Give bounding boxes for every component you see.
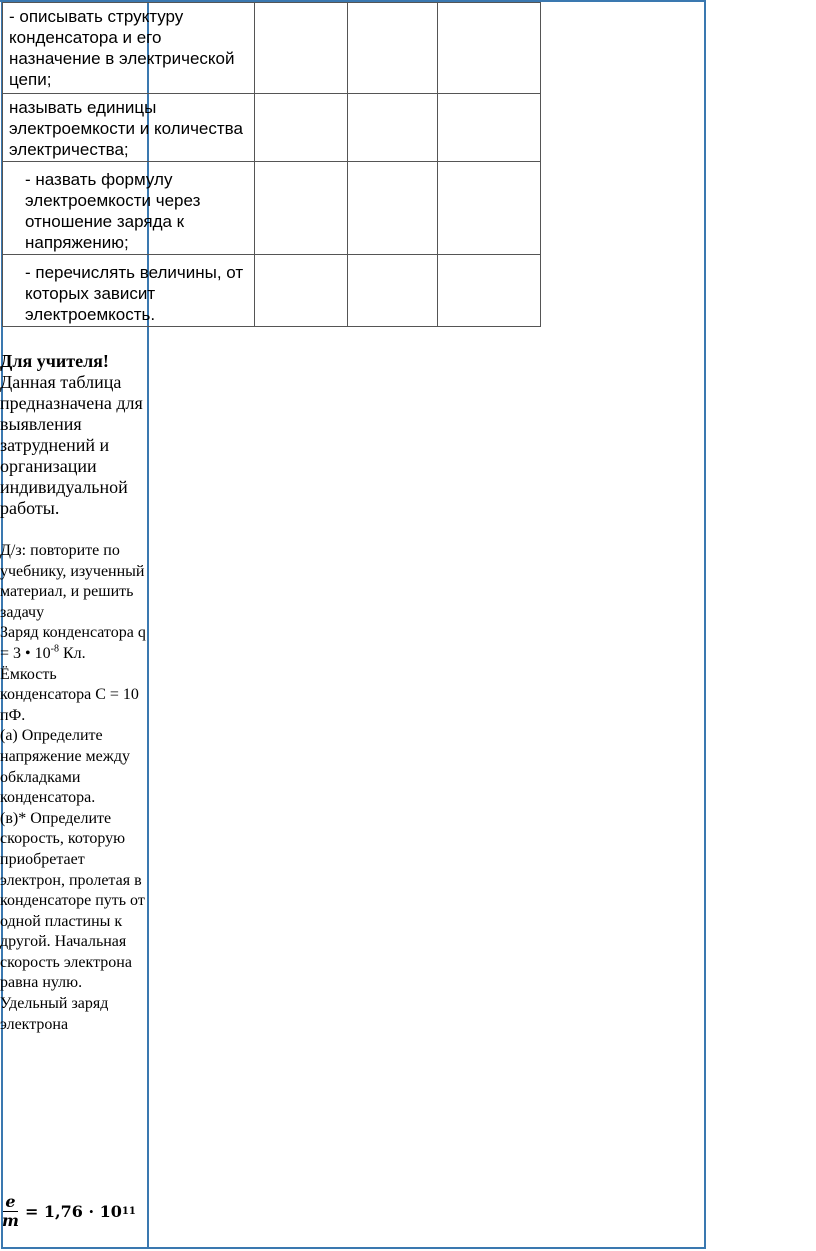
formula-value: = 1,76 · 10 <box>24 1202 122 1221</box>
teacher-heading: Для учителя! <box>0 351 109 371</box>
table-cell-empty <box>348 3 438 94</box>
homework-capacity: Ёмкость конденсатора С = 10 пФ. <box>0 665 139 724</box>
frame-right-line <box>704 0 706 1249</box>
table-cell-empty <box>348 94 438 162</box>
results-table <box>2 2 541 327</box>
table-cell-empty <box>438 255 541 327</box>
table-cell-text: - назвать формулу электроемкости через отношение заряда к напряжению; <box>25 170 201 252</box>
table-cell-empty <box>438 94 541 162</box>
teacher-body: Данная таблица предназначена для выявления затруднений и организации индивидуальной работы. <box>0 372 143 518</box>
table-cell-text: называть единицы электроемкости и количества электричества; <box>9 98 243 159</box>
table-row <box>3 94 541 162</box>
homework-part-b: (в)* Определите скорость, которую приобретает электрон, пролетая в конденсаторе путь от одной пластины к другой. Начальная скорость электрона равна нулю. Удельный заряд электрона <box>0 809 145 1033</box>
homework-block <box>0 541 146 1035</box>
table-cell-text: - перечислять величины, от которых зависит электроемкость. <box>25 263 244 324</box>
frame-bottom-line <box>1 1247 706 1249</box>
table-row <box>3 3 541 94</box>
table-cell-empty <box>348 162 438 255</box>
table-cell-empty <box>255 3 348 94</box>
table-cell-empty <box>255 94 348 162</box>
homework-part-a: (а) Определите напряжение между обкладками конденсатора. <box>0 727 130 807</box>
table-cell-empty <box>438 162 541 255</box>
specific-charge-formula: $\frac{e}{m}$ = 1,76 · 10 11 <box>2 1192 136 1230</box>
table-row <box>3 162 541 255</box>
homework-intro: Д/з: повторите по учебнику, изученный материал, и решить задачу <box>0 542 145 621</box>
table-cell-empty <box>255 162 348 255</box>
teacher-note <box>0 351 146 519</box>
table-cell-text: - описывать структуру конденсатора и его назначение в электрической цепи; <box>9 7 235 89</box>
table-row <box>3 255 541 327</box>
table-cell-empty <box>255 255 348 327</box>
table-cell-empty <box>348 255 438 327</box>
homework-charge: Заряд конденсатора q = 3 • $10^{-8}$ Кл. <box>0 624 146 662</box>
formula-numerator: e <box>5 1192 16 1211</box>
formula-denominator: m <box>2 1211 19 1230</box>
formula-fraction <box>2 1193 19 1230</box>
table-cell-empty <box>438 3 541 94</box>
